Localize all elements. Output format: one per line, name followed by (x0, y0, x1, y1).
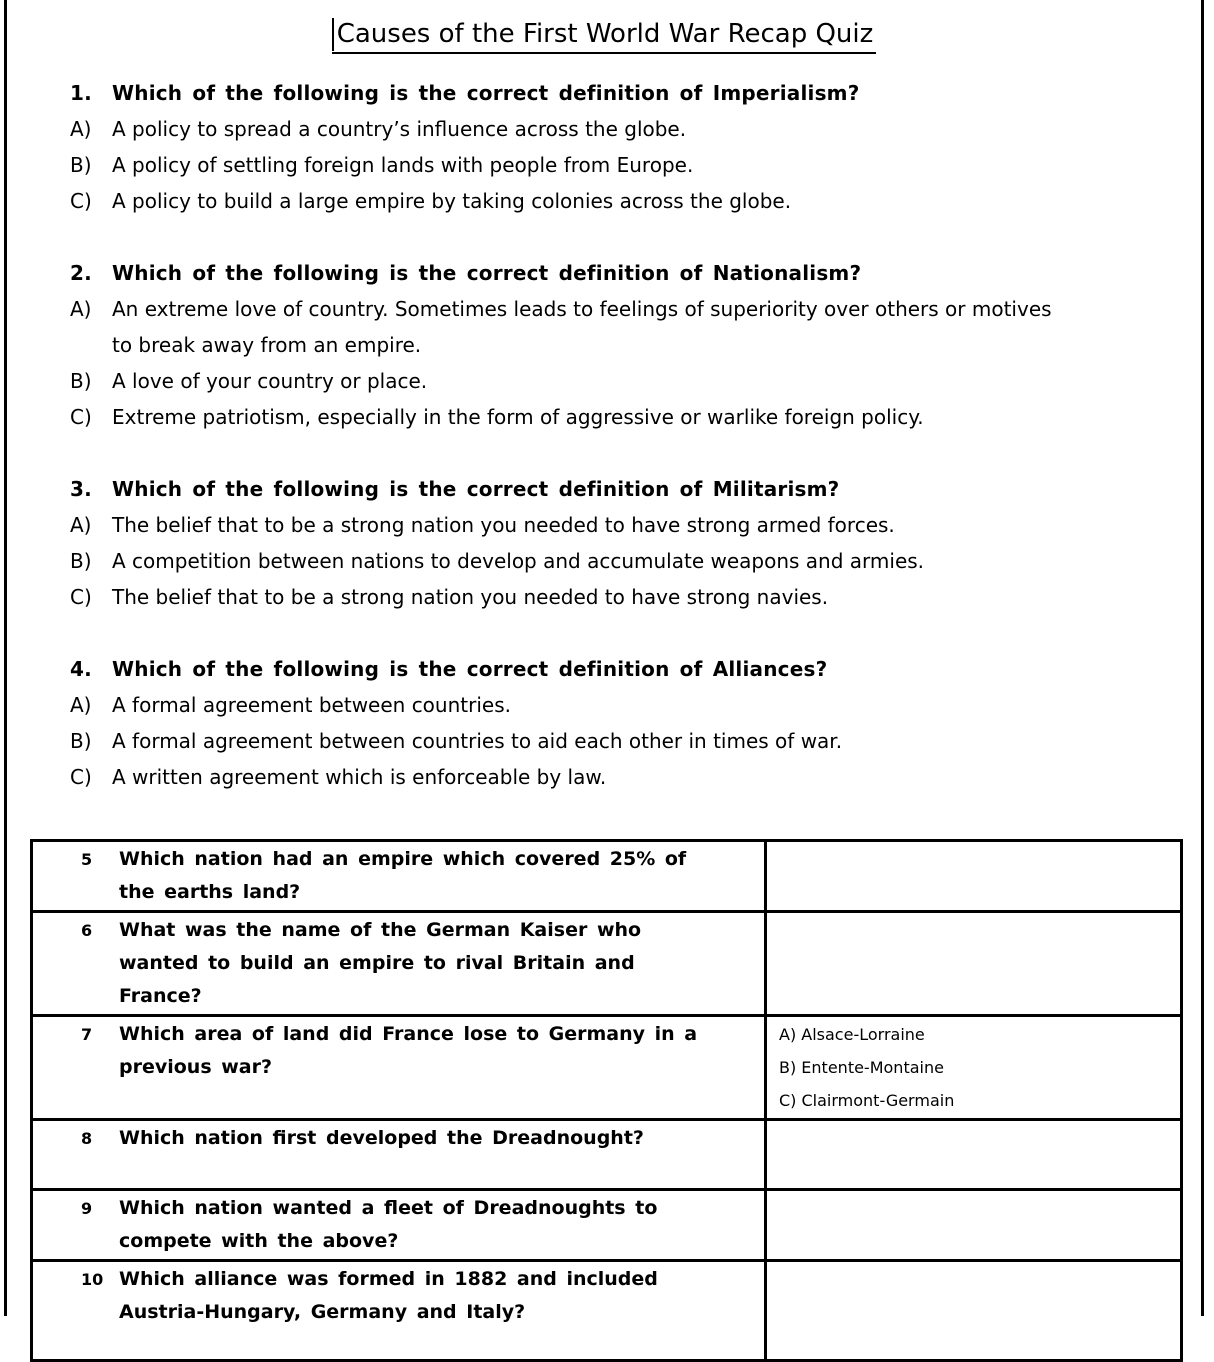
answer-option (70, 399, 1201, 435)
option-text-line: A written agreement which is enforceable by law. (112, 765, 607, 789)
table-question-number: 6 (81, 921, 93, 940)
option-label: A) (70, 117, 92, 141)
table-question-line: What was the name of the German Kaiser who (119, 919, 642, 941)
table-row (32, 912, 1182, 1016)
option-label: B) (70, 729, 92, 753)
answer-option (70, 507, 1201, 543)
table-question-number: 9 (81, 1199, 93, 1218)
question-heading (70, 651, 1201, 687)
table-question-line: France? (119, 985, 202, 1007)
text-cursor-caret (332, 18, 334, 51)
question-number: 3. (70, 477, 92, 501)
table-question-line: the earths land? (119, 881, 301, 903)
question-heading (70, 255, 1201, 291)
option-text (112, 291, 1052, 363)
table-question-line: Austria-Hungary, Germany and Italy? (119, 1301, 526, 1323)
question-prompt (112, 75, 860, 111)
option-text (112, 507, 895, 543)
table-question-line: Which area of land did France lose to Germany in a (119, 1023, 698, 1045)
question-heading (70, 471, 1201, 507)
answer-option (70, 183, 1201, 219)
table-question-line: wanted to build an empire to rival Britain and (119, 952, 635, 974)
answer-option (70, 543, 1201, 579)
table-answer-cell[interactable] (766, 1016, 1182, 1120)
table-question-line: previous war? (119, 1056, 273, 1078)
option-label: C) (70, 189, 92, 213)
option-text (112, 759, 606, 795)
table-question-content (33, 1191, 764, 1259)
title-underline-wrap (332, 16, 877, 54)
table-row (32, 841, 1182, 912)
option-text (112, 723, 842, 759)
table-question-number: 8 (81, 1129, 93, 1148)
table-question-cell (32, 1190, 766, 1261)
answer-option (70, 759, 1201, 795)
option-text-line: A competition between nations to develop and accumulate weapons and armies. (112, 549, 925, 573)
table-question-line: Which alliance was formed in 1882 and included (119, 1268, 658, 1290)
question-prompt-text: Which of the following is the correct definition of Nationalism? (112, 261, 862, 285)
table-question-cell (32, 912, 766, 1016)
option-text-line: to break away from an empire. (112, 333, 422, 357)
table-question-content (33, 1262, 764, 1330)
option-text (112, 363, 427, 399)
option-text (112, 543, 924, 579)
option-label: B) (70, 549, 92, 573)
worksheet-page[interactable] (4, 0, 1204, 1323)
question-heading (70, 75, 1201, 111)
table-answer-content (767, 1191, 1180, 1193)
question-prompt (112, 255, 861, 291)
table-question-number: 10 (81, 1270, 104, 1289)
table-question-line: Which nation had an empire which covered 25% of (119, 848, 687, 870)
table-answer-cell[interactable] (766, 1190, 1182, 1261)
question-block (70, 471, 1201, 615)
table-answer-cell[interactable] (766, 1261, 1182, 1361)
table-question-line: compete with the above? (119, 1230, 399, 1252)
option-label: C) (70, 765, 92, 789)
option-text (112, 183, 791, 219)
question-prompt-text: Which of the following is the correct definition of Imperialism? (112, 81, 860, 105)
table-question-cell (32, 841, 766, 912)
option-label: B) (70, 153, 92, 177)
table-question-number: 7 (81, 1025, 93, 1044)
option-text (112, 579, 828, 615)
title-row (7, 16, 1201, 54)
table-question-content (33, 1121, 764, 1156)
option-text-line: An extreme love of country. Sometimes leads to feelings of superiority over others or motives (112, 297, 1052, 321)
answer-option (70, 723, 1201, 759)
table-answer-content (767, 842, 1180, 844)
option-label: A) (70, 693, 92, 717)
question-number: 1. (70, 81, 92, 105)
table-question-content (33, 913, 764, 1014)
option-text (112, 687, 511, 723)
quiz-title: Causes of the First World War Recap Quiz (336, 19, 874, 49)
option-text-line: Extreme patriotism, especially in the form of aggressive or warlike foreign policy. (112, 405, 924, 429)
option-text-line: The belief that to be a strong nation you needed to have strong armed forces. (112, 513, 895, 537)
option-text-line: A formal agreement between countries. (112, 693, 511, 717)
option-label: A) (70, 297, 92, 321)
option-text (112, 399, 924, 435)
table-question-line: Which nation wanted a fleet of Dreadnoughts to (119, 1197, 658, 1219)
table-row (32, 1016, 1182, 1120)
table-row (32, 1261, 1182, 1361)
table-question-number: 5 (81, 850, 93, 869)
table-answer-cell[interactable] (766, 912, 1182, 1016)
answer-option (70, 291, 1201, 363)
table-question-line: Which nation first developed the Dreadnought? (119, 1127, 644, 1149)
answer-option (70, 147, 1201, 183)
option-label: C) (70, 405, 92, 429)
table-answer-line: B) Entente-Montaine (779, 1058, 944, 1077)
answer-option (70, 687, 1201, 723)
table-question-content (33, 1017, 764, 1085)
table-question-cell (32, 1016, 766, 1120)
question-prompt-text: Which of the following is the correct definition of Militarism? (112, 477, 840, 501)
option-text-line: A policy to spread a country’s influence across the globe. (112, 117, 687, 141)
table-answer-line: A) Alsace-Lorraine (779, 1025, 925, 1044)
option-text-line: A policy of settling foreign lands with people from Europe. (112, 153, 694, 177)
question-number: 2. (70, 261, 92, 285)
question-prompt-text: Which of the following is the correct definition of Alliances? (112, 657, 828, 681)
table-answer-cell[interactable] (766, 841, 1182, 912)
option-text-line: The belief that to be a strong nation you needed to have strong navies. (112, 585, 829, 609)
table-row (32, 1190, 1182, 1261)
option-label: A) (70, 513, 92, 537)
table-answer-cell[interactable] (766, 1120, 1182, 1190)
question-prompt (112, 471, 839, 507)
table-answer-content (767, 1121, 1180, 1123)
option-text-line: A love of your country or place. (112, 369, 428, 393)
table-answer-content (767, 913, 1180, 915)
question-number: 4. (70, 657, 92, 681)
answer-option (70, 579, 1201, 615)
option-label: C) (70, 585, 92, 609)
table-answer-content (767, 1262, 1180, 1264)
option-text-line: A policy to build a large empire by taking colonies across the globe. (112, 189, 792, 213)
question-block (70, 75, 1201, 219)
answer-option (70, 363, 1201, 399)
question-block (70, 651, 1201, 795)
table-question-text (119, 1263, 658, 1329)
question-prompt (112, 651, 827, 687)
table-question-text (119, 914, 641, 1013)
option-text (112, 111, 686, 147)
table-question-cell (32, 1120, 766, 1190)
table-answer-content (767, 1017, 1180, 1118)
table-question-text (119, 1122, 644, 1155)
table-answer-line: C) Clairmont-Germain (779, 1091, 955, 1110)
table-row (32, 1120, 1182, 1190)
table-question-text (119, 1018, 697, 1084)
table-question-content (33, 842, 764, 910)
table-question-cell (32, 1261, 766, 1361)
option-label: B) (70, 369, 92, 393)
table-question-text (119, 1192, 657, 1258)
option-text-line: A formal agreement between countries to aid each other in times of war. (112, 729, 843, 753)
question-list (70, 75, 1201, 795)
answer-option (70, 111, 1201, 147)
quiz-table (30, 839, 1183, 1362)
option-text (112, 147, 693, 183)
question-block (70, 255, 1201, 435)
table-question-text (119, 843, 686, 909)
